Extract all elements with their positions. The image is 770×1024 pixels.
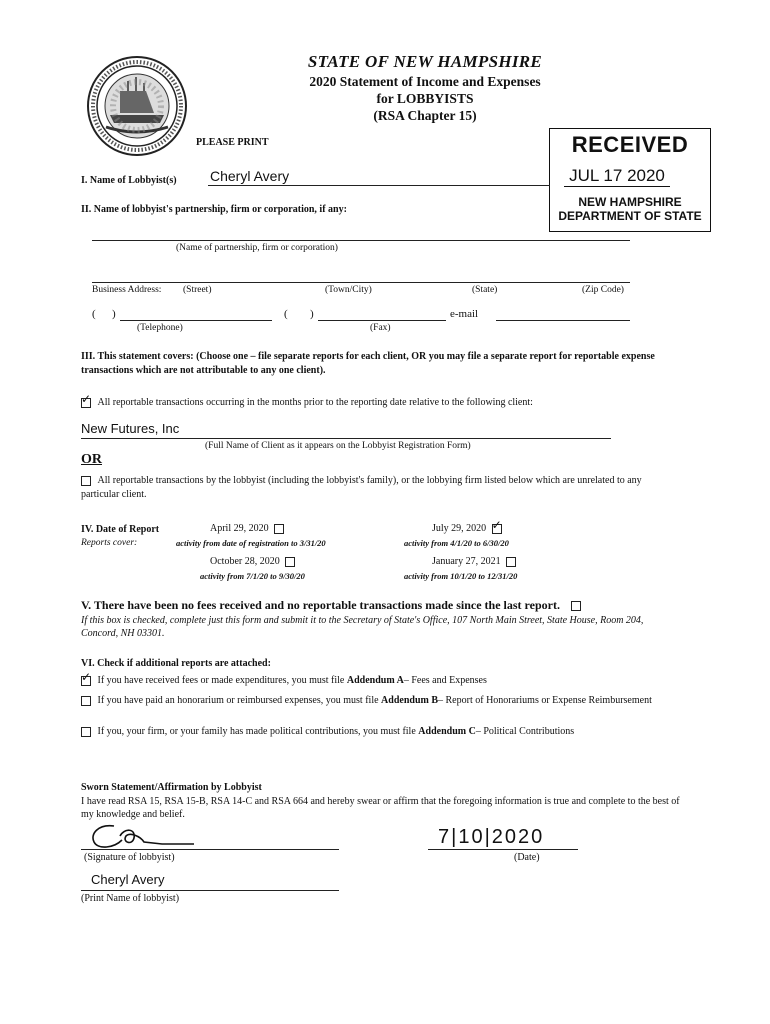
- addendum-a-post: – Fees and Expenses: [403, 675, 487, 686]
- addendum-c-checkbox[interactable]: [81, 727, 91, 737]
- addendum-a-pre: If you have received fees or made expenditures, you must file: [97, 675, 347, 686]
- telephone-label: (Telephone): [137, 323, 183, 333]
- report-date-april-activity: activity from date of registration to 3/31/20: [176, 538, 326, 548]
- print-name-label: (Print Name of lobbyist): [81, 893, 180, 904]
- report-date-april: [210, 523, 284, 534]
- section5-heading-text: V. There have been no fees received and no reportable transactions made since the last report.: [81, 598, 560, 612]
- addendum-b-checkbox[interactable]: [81, 696, 91, 706]
- lobbyist-name-label: I. Name of Lobbyist(s): [81, 175, 177, 186]
- report-date-october-activity: activity from 7/1/20 to 9/30/20: [200, 571, 305, 581]
- sworn-text: I have read RSA 15, RSA 15-B, RSA 14-C and RSA 664 and hereby swear or affirm that the foregoing information is true and complete to the best of my knowledge and belief.: [81, 796, 680, 820]
- email-label: e-mail: [450, 308, 479, 320]
- form-title: STATE OF NEW HAMPSHIRE: [307, 52, 543, 71]
- report-date-april-checkbox[interactable]: [274, 524, 284, 534]
- no-activity-checkbox[interactable]: [571, 601, 581, 611]
- unrelated-option-label: All reportable transactions by the lobbyist (including the lobbyist's family), or the lobbying firm listed below which are unrelated to any particular client.: [81, 475, 642, 500]
- addendum-a-bold: Addendum A: [346, 675, 404, 686]
- addendum-c-item: [81, 726, 701, 737]
- date-signed-value[interactable]: 7|10|2020: [438, 826, 545, 848]
- report-date-january-label: January 27, 2021: [432, 556, 501, 567]
- form-subtitle-2: for LOBBYISTS: [376, 91, 474, 106]
- date-of-report-label: IV. Date of Report: [81, 524, 160, 535]
- fax-paren-close: ): [310, 308, 314, 320]
- report-date-july-activity: activity from 4/1/20 to 6/30/20: [404, 538, 509, 548]
- report-date-july: [432, 523, 502, 534]
- sworn-heading: Sworn Statement/Affirmation by Lobbyist: [81, 782, 262, 793]
- zip-label: (Zip Code): [582, 285, 624, 295]
- phone-paren-close: ): [112, 308, 116, 320]
- addendum-b-pre: If you have paid an honorarium or reimbursed expenses, you must file: [97, 695, 382, 706]
- street-label: (Street): [183, 285, 212, 295]
- received-stamp-title: RECEIVED: [571, 132, 689, 157]
- addendum-c-pre: If you, your firm, or your family has made political contributions, you must file: [97, 726, 419, 737]
- section3-heading: III. This statement covers: (Choose one – file separate reports for each client, OR you may file a separate report for reportable expense transactions which are not attributable to any one client).: [81, 351, 655, 376]
- client-name-sublabel: (Full Name of Client as it appears on the Lobbyist Registration Form): [205, 441, 471, 451]
- client-option-label: All reportable transactions occurring in the months prior to the reporting date relative to the following client:: [97, 397, 533, 408]
- report-date-april-label: April 29, 2020: [210, 523, 269, 534]
- client-name-line: [81, 438, 611, 439]
- section5-note: If this box is checked, complete just this form and submit it to the Secretary of State's Office, 107 North Main Street, State House, Room 204, Concord, NH 03301.: [81, 615, 644, 639]
- fax-paren-open: (: [284, 308, 288, 320]
- business-address-label: Business Address:: [92, 285, 162, 295]
- report-date-july-checkbox[interactable]: [492, 524, 502, 534]
- unrelated-option: [81, 474, 681, 502]
- report-date-october: [210, 556, 295, 567]
- lobbyist-name-value[interactable]: Cheryl Avery: [210, 168, 290, 184]
- or-divider: OR: [81, 452, 102, 467]
- phone-paren-open: (: [92, 308, 96, 320]
- addendum-c-bold: Addendum C: [418, 726, 476, 737]
- received-stamp-line1: NEW HAMPSHIRE: [578, 195, 682, 209]
- signature-line[interactable]: [81, 849, 339, 850]
- form-subtitle: 2020 Statement of Income and Expenses: [309, 74, 541, 89]
- print-name-line: [81, 890, 339, 891]
- addendum-b-bold: Addendum B: [381, 695, 439, 706]
- report-date-january-checkbox[interactable]: [506, 557, 516, 567]
- section5-heading: [81, 598, 701, 613]
- address-line: [92, 282, 630, 283]
- fax-line[interactable]: [318, 320, 446, 321]
- firm-label: II. Name of lobbyist's partnership, firm or corporation, if any:: [81, 204, 347, 215]
- report-date-january: [432, 556, 516, 567]
- report-date-january-activity: activity from 10/1/20 to 12/31/20: [404, 571, 518, 581]
- lobbyist-name-line: [208, 185, 550, 186]
- client-option-checkbox[interactable]: [81, 398, 91, 408]
- date-signed-label: (Date): [514, 852, 540, 863]
- telephone-line[interactable]: [120, 320, 272, 321]
- addendum-c-post: – Political Contributions: [475, 726, 575, 737]
- email-line[interactable]: [496, 320, 630, 321]
- town-label: (Town/City): [325, 285, 372, 295]
- please-print: PLEASE PRINT: [196, 137, 269, 148]
- addendum-a-item: [81, 675, 691, 686]
- client-name-value[interactable]: New Futures, Inc: [81, 421, 180, 436]
- signature-label: (Signature of lobbyist): [84, 852, 175, 863]
- report-date-october-checkbox[interactable]: [285, 557, 295, 567]
- client-option: [81, 397, 681, 408]
- addendum-b-item: [81, 694, 681, 708]
- fax-label: (Fax): [370, 323, 391, 333]
- date-signed-line: [428, 849, 578, 850]
- received-stamp: [549, 128, 711, 232]
- report-date-october-label: October 28, 2020: [210, 556, 280, 567]
- report-date-july-label: July 29, 2020: [432, 523, 487, 534]
- state-label: (State): [472, 285, 498, 295]
- firm-line: [92, 240, 630, 241]
- section6-heading: VI. Check if additional reports are attached:: [81, 658, 271, 669]
- form-subtitle-3: (RSA Chapter 15): [373, 108, 477, 123]
- received-stamp-date: JUL 17 2020: [564, 166, 670, 187]
- addendum-a-checkbox[interactable]: [81, 676, 91, 686]
- addendum-b-post: – Report of Honorariums or Expense Reimbursement: [438, 695, 652, 706]
- print-name-value[interactable]: Cheryl Avery: [91, 872, 165, 887]
- received-stamp-line2: DEPARTMENT OF STATE: [558, 209, 702, 223]
- firm-sublabel: (Name of partnership, firm or corporation): [176, 243, 338, 253]
- unrelated-option-checkbox[interactable]: [81, 476, 91, 486]
- reports-cover-label: Reports cover:: [81, 538, 138, 548]
